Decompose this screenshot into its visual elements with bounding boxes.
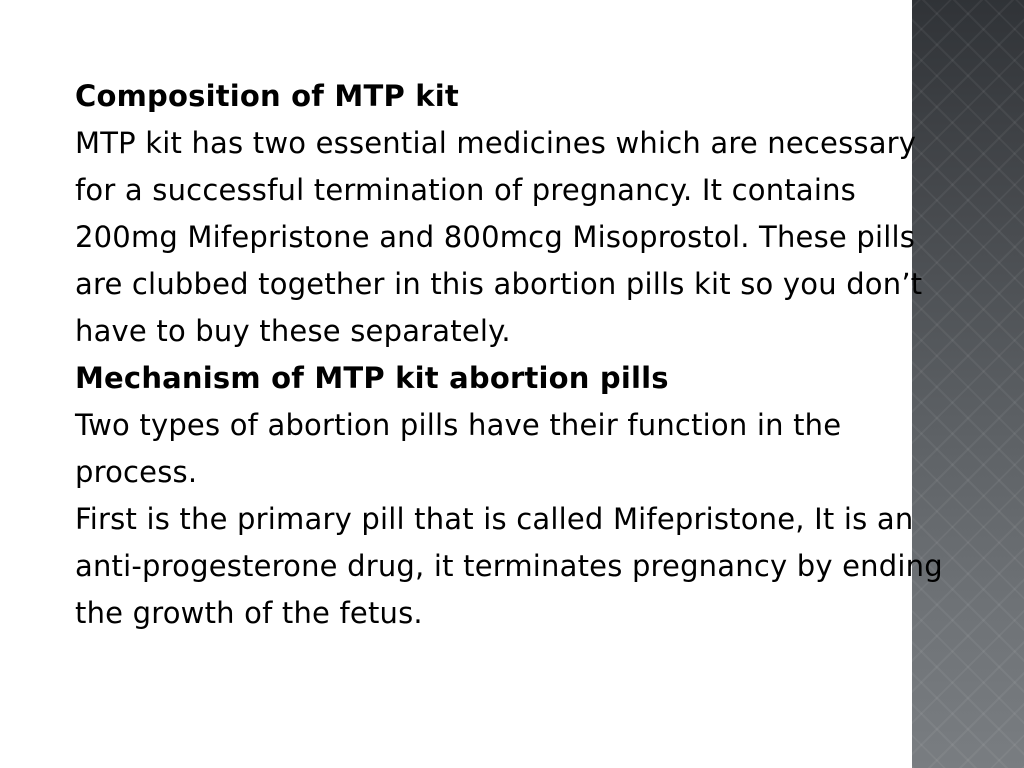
heading-composition: Composition of MTP kit	[75, 79, 459, 113]
paragraph-composition: MTP kit has two essential medicines which are necessary for a successful termination of pregnancy. It contains 200mg Mifepristone and 800mcg Misoprostol. These pills are clubbed together in this abortion pills kit so you don’t have to buy these separately.	[75, 126, 923, 348]
slide-content	[75, 73, 955, 637]
paragraph-pill-types: Two types of abortion pills have their function in the process.	[75, 408, 842, 489]
heading-mechanism: Mechanism of MTP kit abortion pills	[75, 361, 669, 395]
paragraph-mifepristone: First is the primary pill that is called Mifepristone, It is an anti-progesterone drug, it terminates pregnancy by ending the growth of the fetus.	[75, 502, 943, 630]
